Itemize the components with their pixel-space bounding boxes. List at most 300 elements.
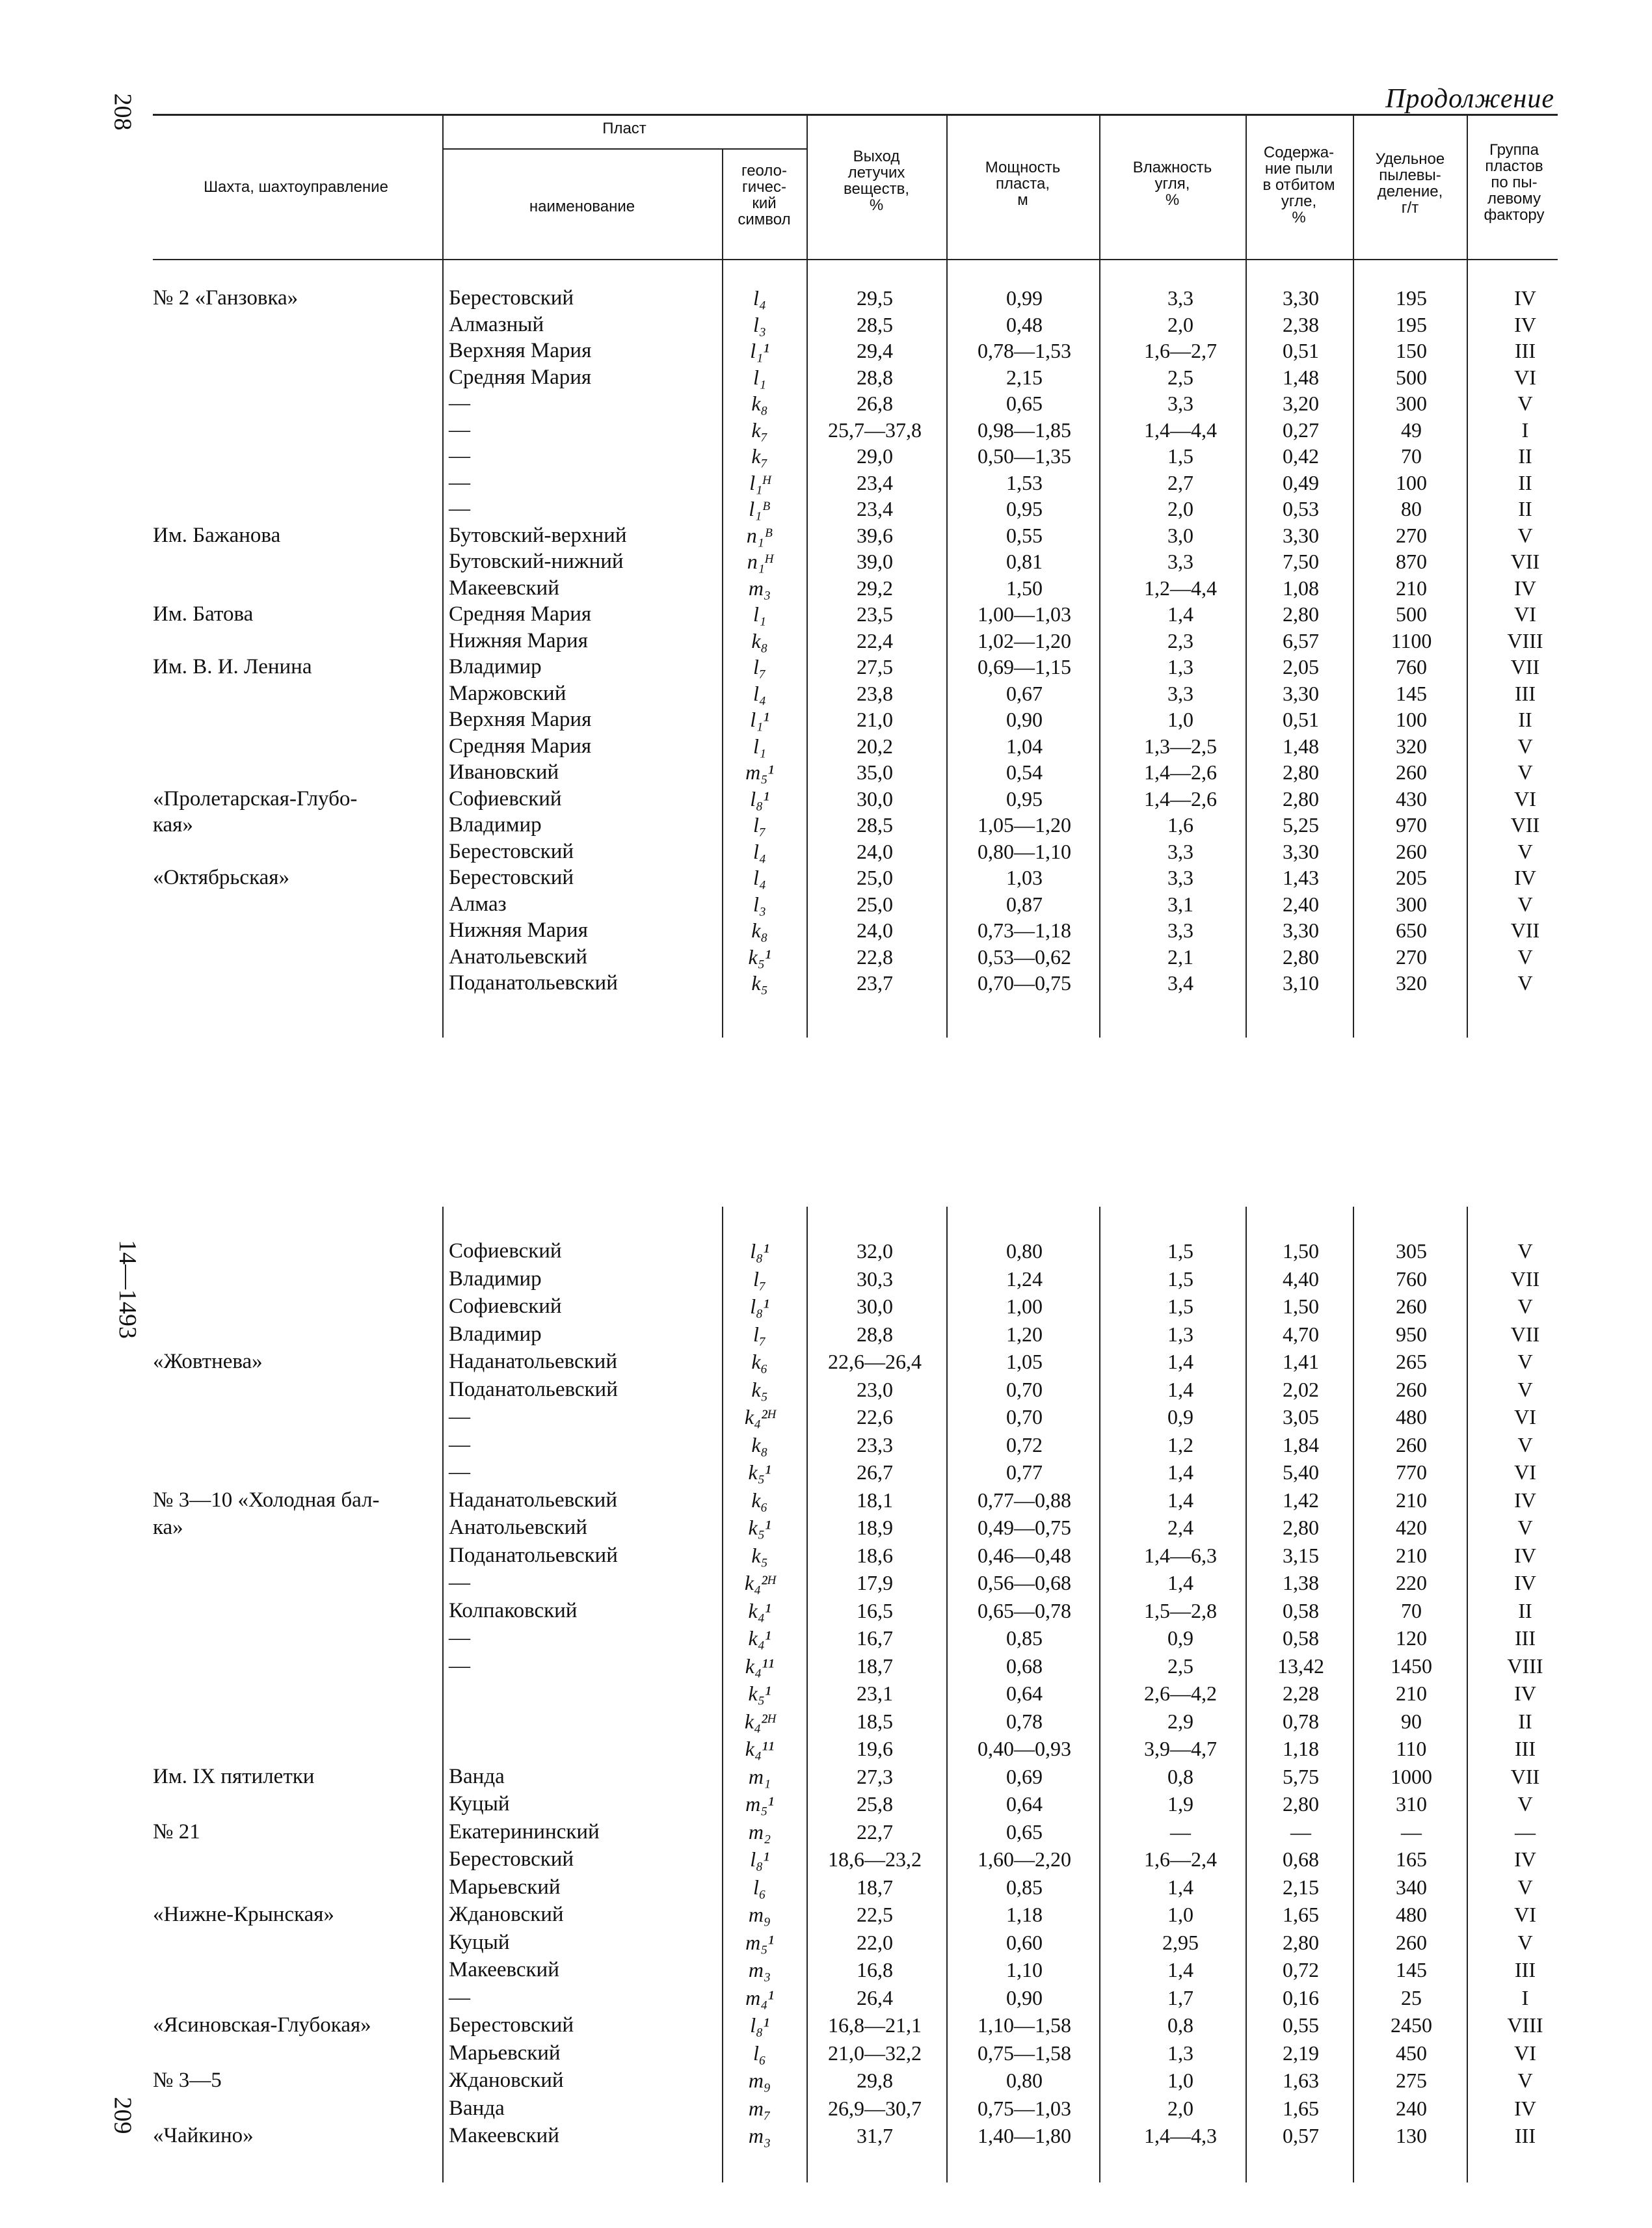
symbol-cell: l₇ [753,813,766,837]
thickness-cell: 0,77 [1006,1460,1043,1484]
thickness-cell: 1,03 [1006,866,1043,889]
table-row [0,1433,1652,1456]
dust-cell: 0,42 [1283,444,1319,468]
dust-cell: 3,30 [1283,919,1319,942]
specific-cell: — [1401,1819,1422,1844]
mine-cell: «Октябрьская» [153,866,289,889]
dust-cell: 1,50 [1283,1239,1319,1263]
volatile-cell: 16,5 [857,1598,893,1622]
seam-name-cell: — [449,1654,470,1678]
mine-cell: «Ясиновская-Глубокая» [153,2013,371,2037]
group-cell: VI [1514,1460,1536,1484]
mine-cell: Им. В. И. Ленина [153,655,312,678]
humidity-cell: 3,0 [1167,523,1193,547]
humidity-cell: 3,9—4,7 [1144,1737,1217,1760]
thickness-cell: 1,02—1,20 [978,628,1071,652]
table-row [0,1267,1652,1291]
table-row [0,1820,1652,1844]
volatile-cell: 26,9—30,7 [828,2096,922,2120]
group-cell: V [1517,945,1533,969]
symbol-cell: m₅¹ [745,760,774,784]
mine-cell: Им. Батова [153,602,254,626]
table-row [0,629,1652,652]
group-cell: II [1518,470,1532,494]
specific-cell: 240 [1396,2096,1427,2120]
seam-name-cell: Наданатольевский [449,1488,617,1512]
table-row [0,1654,1652,1678]
table-row [0,866,1652,889]
specific-cell: 25 [1401,1985,1422,2009]
dust-cell: 0,57 [1283,2124,1319,2147]
dust-cell: 1,65 [1283,1903,1319,1926]
group-cell: V [1517,734,1533,758]
dust-cell: 2,80 [1283,945,1319,969]
thickness-cell: 1,05 [1006,1350,1043,1373]
symbol-cell: m₃ [748,1958,771,1981]
header-specific: Удельное пылевы- деление, г/т [1375,150,1445,217]
humidity-cell: 1,4 [1167,1875,1193,1899]
volatile-cell: 23,4 [857,497,893,520]
symbol-cell: l₁ [753,365,766,389]
humidity-cell: 1,3 [1167,2041,1193,2065]
table-row [0,1765,1652,1788]
table-row [0,2097,1652,2120]
volatile-cell: 28,8 [857,1322,893,1346]
group-cell: III [1515,681,1536,705]
specific-cell: 970 [1396,813,1427,837]
specific-cell: 340 [1396,1875,1427,1899]
seam-name-cell: Макеевский [449,2124,559,2147]
mine-cell: № 3—10 «Холодная бал- [153,1488,380,1512]
symbol-cell: k₆ [751,1350,768,1373]
volatile-cell: 25,8 [857,1792,893,1816]
dust-cell: 1,65 [1283,2096,1319,2120]
humidity-cell: 3,3 [1167,919,1193,942]
mine-cell: «Жовтнева» [153,1350,263,1373]
volatile-cell: 22,6 [857,1405,893,1429]
specific-cell: 1000 [1391,1764,1432,1788]
humidity-cell: 0,8 [1167,1764,1193,1788]
seam-name-cell: — [449,444,470,468]
group-cell: VI [1514,2041,1536,2065]
humidity-cell: 3,4 [1167,971,1193,995]
thickness-cell: 1,04 [1006,734,1043,758]
thickness-cell: 0,65 [1006,392,1043,415]
specific-cell: 195 [1396,312,1427,336]
thickness-cell: 0,70 [1006,1405,1043,1429]
thickness-cell: 0,48 [1006,312,1043,336]
dust-cell: 5,75 [1283,1764,1319,1788]
volatile-cell: 26,7 [857,1460,893,1484]
seam-name-cell: Екатерининский [449,1819,600,1844]
thickness-cell: 1,00—1,03 [978,602,1071,626]
symbol-cell: l₁¹ [750,708,769,731]
seam-name-cell: Софиевский [449,1295,562,1318]
volatile-cell: 21,0—32,2 [828,2041,922,2065]
humidity-cell: 1,0 [1167,1903,1193,1926]
group-cell: V [1517,839,1533,863]
dust-cell: 5,40 [1283,1460,1319,1484]
seam-name-cell: Марьевский [449,2041,561,2065]
humidity-cell: 1,7 [1167,1985,1193,2009]
symbol-cell: m₃ [748,576,771,600]
table-row [0,550,1652,573]
group-cell: III [1515,339,1536,362]
humidity-cell: 1,5 [1167,444,1193,468]
dust-cell: 13,42 [1277,1654,1324,1678]
seam-name-cell: Берестовский [449,286,574,310]
dust-cell: 0,55 [1283,2013,1319,2037]
dust-cell: 1,08 [1283,576,1319,600]
specific-cell: 2450 [1391,2013,1432,2037]
table-row [0,1378,1652,1401]
seam-name-cell: Наданатольевский [449,1350,617,1373]
group-cell: V [1517,523,1533,547]
dust-cell: 7,50 [1283,550,1319,573]
specific-cell: 260 [1396,839,1427,863]
seam-name-cell: Нижняя Мария [449,919,588,942]
volatile-cell: 18,5 [857,1709,893,1733]
page-number-top: 208 [109,93,137,131]
seam-name-cell: Владимир [449,1322,542,1346]
mine-cell: Им. IX пятилетки [153,1764,315,1788]
seam-name-cell: Ивановский [449,760,559,784]
humidity-cell: 1,4 [1167,1571,1193,1594]
thickness-cell: 0,78 [1006,1709,1043,1733]
symbol-cell: k₄¹¹ [745,1654,775,1678]
table-row [0,1792,1652,1816]
table-row [0,1710,1652,1733]
specific-cell: 305 [1396,1239,1427,1263]
dust-cell: 3,30 [1283,286,1319,310]
group-cell: II [1518,708,1532,731]
table-row [0,2013,1652,2037]
specific-cell: 210 [1396,576,1427,600]
symbol-cell: l₈¹ [750,1239,769,1263]
dust-cell: 3,10 [1283,971,1319,995]
group-cell: IV [1514,866,1536,889]
table-row [0,286,1652,310]
volatile-cell: 18,7 [857,1875,893,1899]
volatile-cell: 39,0 [857,550,893,573]
group-cell: IV [1514,576,1536,600]
thickness-cell: 0,40—0,93 [978,1737,1071,1760]
volatile-cell: 17,9 [857,1571,893,1594]
symbol-cell: k₅¹ [748,1682,771,1705]
humidity-cell: 2,0 [1167,2096,1193,2120]
specific-cell: 500 [1396,365,1427,389]
seam-name-cell: Ванда [449,2096,505,2120]
humidity-cell: — [1170,1819,1191,1844]
thickness-cell: 0,69 [1006,1764,1043,1788]
group-cell: VII [1510,1267,1540,1291]
humidity-cell: 1,5 [1167,1239,1193,1263]
volatile-cell: 18,1 [857,1488,893,1512]
specific-cell: 500 [1396,602,1427,626]
symbol-cell: m₄¹ [745,1985,774,2009]
mine-cell: «Нижне-Крынская» [153,1903,334,1926]
dust-cell: 1,43 [1283,866,1319,889]
table-row [0,708,1652,731]
group-cell: VI [1514,365,1536,389]
table-row [0,1599,1652,1622]
dust-cell: 2,38 [1283,312,1319,336]
group-cell: IV [1514,1682,1536,1705]
humidity-cell: 3,3 [1167,681,1193,705]
dust-cell: 6,57 [1283,628,1319,652]
seam-name-cell: Софиевский [449,786,562,811]
specific-cell: 260 [1396,1295,1427,1318]
humidity-cell: 2,0 [1167,312,1193,336]
thickness-cell: 2,15 [1006,365,1043,389]
seam-name-cell: Маржовский [449,681,566,705]
seam-name-cell: Владимир [449,813,542,837]
specific-cell: 270 [1396,945,1427,969]
humidity-cell: 1,0 [1167,708,1193,731]
group-cell: IV [1514,2096,1536,2120]
humidity-cell: 1,4 [1167,1350,1193,1373]
group-cell: II [1518,497,1532,520]
dust-cell: 2,40 [1283,892,1319,916]
group-cell: VI [1514,602,1536,626]
volatile-cell: 29,8 [857,2069,893,2092]
seam-name-cell: Макеевский [449,576,559,600]
thickness-cell: 0,80—1,10 [978,839,1071,863]
humidity-cell: 1,9 [1167,1792,1193,1816]
symbol-cell: k₈ [751,919,768,942]
humidity-cell: 1,4—2,6 [1144,786,1217,811]
specific-cell: 1100 [1391,628,1432,652]
seam-name-cell: Средняя Мария [449,734,592,758]
symbol-cell: l₃ [753,892,766,916]
group-cell: II [1518,1598,1532,1622]
group-cell: V [1517,892,1533,916]
specific-cell: 300 [1396,892,1427,916]
seam-name-cell: Анатольевский [449,945,587,969]
seam-name-cell: Верхняя Мария [449,708,592,731]
humidity-cell: 1,6—2,7 [1144,339,1217,362]
group-cell: III [1515,2124,1536,2147]
thickness-cell: 0,90 [1006,1985,1043,2009]
thickness-cell: 0,56—0,68 [978,1571,1071,1594]
symbol-cell: m₉ [748,2069,771,2092]
seam-name-cell: Софиевский [449,1239,562,1263]
symbol-cell: l₁¹ [750,339,769,362]
volatile-cell: 27,5 [857,655,893,678]
symbol-cell: l₃ [753,312,766,336]
seam-name-cell: — [449,1432,470,1456]
table-row [0,1737,1652,1760]
table-row [0,1544,1652,1567]
volatile-cell: 25,0 [857,892,893,916]
seam-name-cell: Владимир [449,1267,542,1291]
humidity-cell: 2,6—4,2 [1144,1682,1217,1705]
thickness-cell: 0,70—0,75 [978,971,1071,995]
table-row [0,339,1652,362]
symbol-cell: k₅ [751,1377,768,1401]
symbol-cell: l₆ [753,2041,766,2065]
volatile-cell: 22,4 [857,628,893,652]
humidity-cell: 0,8 [1167,2013,1193,2037]
thickness-cell: 1,24 [1006,1267,1043,1291]
dust-cell: 1,50 [1283,1295,1319,1318]
group-cell: III [1515,1958,1536,1981]
table-row [0,813,1652,837]
thickness-cell: 0,68 [1006,1654,1043,1678]
group-cell: V [1517,2069,1533,2092]
thickness-cell: 0,64 [1006,1682,1043,1705]
symbol-cell: k₄¹ [748,1626,771,1650]
header-mine: Шахта, шахтоуправление [204,178,388,196]
specific-cell: 320 [1396,971,1427,995]
symbol-cell: m₂ [748,1819,771,1844]
dust-cell: 1,42 [1283,1488,1319,1512]
thickness-cell: 1,53 [1006,470,1043,494]
specific-cell: 120 [1396,1626,1427,1650]
seam-name-cell: Берестовский [449,839,574,863]
table-row [0,1571,1652,1594]
volatile-cell: 28,8 [857,365,893,389]
symbol-cell: n₁ᴮ [746,523,773,547]
thickness-cell: 0,50—1,35 [978,444,1071,468]
seam-name-cell: — [449,1985,470,2009]
thickness-cell: 1,10 [1006,1958,1043,1981]
volatile-cell: 23,8 [857,681,893,705]
header-dust: Содержа- ние пыли в отбитом угле, % [1262,144,1335,226]
table-row [0,1405,1652,1429]
symbol-cell: k₅¹ [748,945,771,969]
dust-cell: 3,15 [1283,1543,1319,1567]
dust-cell: 2,80 [1283,760,1319,784]
dust-cell: 2,28 [1283,1682,1319,1705]
specific-cell: 450 [1396,2041,1427,2065]
thickness-cell: 1,00 [1006,1295,1043,1318]
specific-cell: 420 [1396,1516,1427,1539]
group-cell: VII [1510,919,1540,942]
thickness-cell: 0,53—0,62 [978,945,1071,969]
table-row [0,734,1652,758]
seam-name-cell: Ванда [449,1764,505,1788]
group-cell: VII [1510,1764,1540,1788]
table-row [0,1986,1652,2009]
specific-cell: 70 [1401,444,1422,468]
humidity-cell: 3,3 [1167,550,1193,573]
table-row [0,2124,1652,2147]
table-row [0,497,1652,520]
thickness-cell: 0,98—1,85 [978,418,1071,442]
humidity-cell: 1,4—4,4 [1144,418,1217,442]
header-name: наименование [529,198,635,215]
symbol-cell: l₁ [753,602,766,626]
seam-name-cell: — [449,1626,470,1650]
symbol-cell: n₁ᴴ [747,550,773,573]
volatile-cell: 25,0 [857,866,893,889]
thickness-cell: 0,60 [1006,1930,1043,1954]
specific-cell: 770 [1396,1460,1427,1484]
seam-name-cell: Бутовский-нижний [449,550,624,573]
symbol-cell: l₄ [753,866,766,889]
humidity-cell: 2,9 [1167,1709,1193,1733]
thickness-cell: 0,95 [1006,786,1043,811]
seam-name-cell: Верхняя Мария [449,339,592,362]
volatile-cell: 19,6 [857,1737,893,1760]
header-bottom-rule [153,259,1558,260]
mine-cell: № 21 [153,1819,200,1844]
symbol-cell: m₁ [748,1764,771,1788]
volatile-cell: 28,5 [857,813,893,837]
volatile-cell: 18,6 [857,1543,893,1567]
thickness-cell: 1,10—1,58 [978,2013,1071,2037]
humidity-cell: 0,9 [1167,1626,1193,1650]
header-group: Группа пластов по пы- левому фактору [1484,141,1545,224]
seam-name-cell: Владимир [449,655,542,678]
seam-name-cell: Куцый [449,1930,510,1954]
group-cell: V [1517,1239,1533,1263]
thickness-cell: 0,80 [1006,1239,1043,1263]
specific-cell: 80 [1401,497,1422,520]
humidity-cell: 2,7 [1167,470,1193,494]
humidity-cell: 1,6—2,4 [1144,1847,1217,1871]
humidity-cell: 1,3 [1167,1322,1193,1346]
thickness-cell: 0,69—1,15 [978,655,1071,678]
symbol-cell: k₄¹ [748,1598,771,1622]
table-row [0,1958,1652,1981]
symbol-cell: l₁ᴮ [749,497,771,520]
specific-cell: 210 [1396,1543,1427,1567]
dust-cell: 3,30 [1283,839,1319,863]
humidity-cell: 2,5 [1167,1654,1193,1678]
dust-cell: 1,38 [1283,1571,1319,1594]
thickness-cell: 1,40—1,80 [978,2124,1071,2147]
table-row [0,655,1652,678]
specific-cell: 205 [1396,866,1427,889]
thickness-cell: 1,05—1,20 [978,813,1071,837]
specific-cell: 650 [1396,919,1427,942]
specific-cell: 49 [1401,418,1422,442]
dust-cell: 3,05 [1283,1405,1319,1429]
group-cell: VI [1514,786,1536,811]
thickness-cell: 0,87 [1006,892,1043,916]
table-row [0,418,1652,442]
table-row [0,366,1652,389]
dust-cell: 3,30 [1283,523,1319,547]
symbol-cell: l₄ [753,681,766,705]
table-row [0,1903,1652,1926]
dust-cell: 1,48 [1283,734,1319,758]
dust-cell: 0,53 [1283,497,1319,520]
volatile-cell: 31,7 [857,2124,893,2147]
dust-cell: 1,63 [1283,2069,1319,2092]
seam-name-cell: Анатольевский [449,1516,587,1539]
humidity-cell: 1,6 [1167,813,1193,837]
group-cell: VI [1514,1405,1536,1429]
table-row [0,1847,1652,1871]
table-row [0,682,1652,705]
thickness-cell: 0,77—0,88 [978,1488,1071,1512]
page-number-bottom: 209 [109,2097,137,2134]
humidity-cell: 3,1 [1167,892,1193,916]
specific-cell: 260 [1396,760,1427,784]
humidity-cell: 1,4 [1167,1488,1193,1512]
specific-cell: 100 [1396,708,1427,731]
table-row [0,392,1652,415]
thickness-cell: 0,55 [1006,523,1043,547]
symbol-cell: m₅¹ [745,1792,774,1816]
header-top-rule [153,114,1558,116]
symbol-cell: m₇ [748,2096,771,2120]
thickness-cell: 0,65 [1006,1819,1043,1844]
thickness-cell: 0,90 [1006,708,1043,731]
